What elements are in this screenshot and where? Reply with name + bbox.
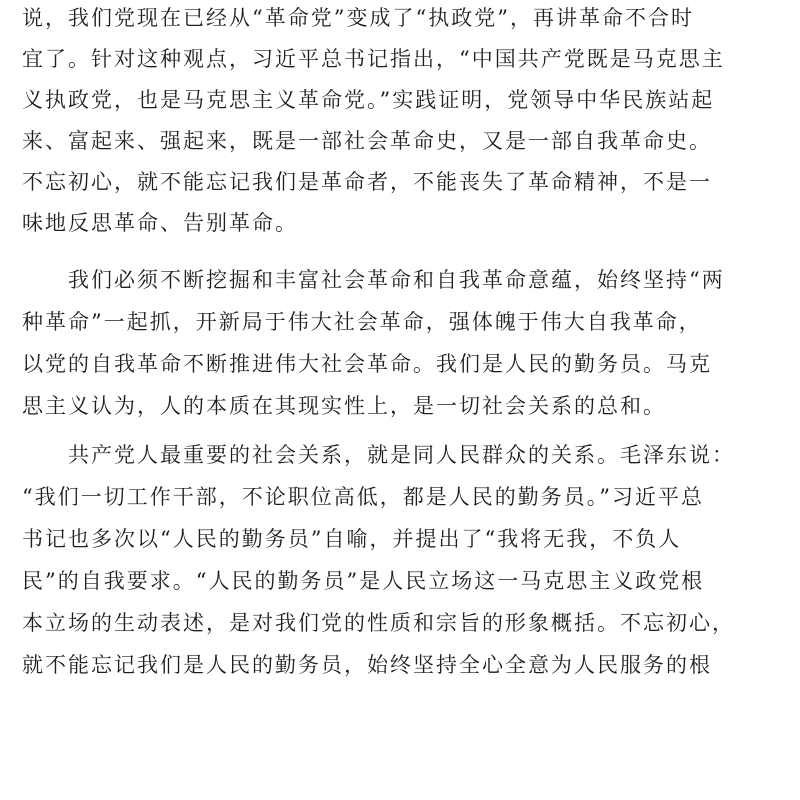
- text-line: 书记也多次以“人民的勤务员”自喻，并提出了“我将无我，不负人: [22, 527, 682, 551]
- text-line: 思主义认为，人的本质在其现实性上，是一切社会关系的总和。: [22, 394, 666, 418]
- text-line: 说，我们党现在已经从“革命党”变成了“执政党”，再讲革命不合时: [22, 6, 694, 30]
- text-line: “我们一切工作干部，不论职位高低，都是人民的勤务员。”习近平总: [22, 485, 704, 509]
- text-line: 种革命”一起抓，开新局于伟大社会革命，强体魄于伟大自我革命，: [22, 310, 702, 334]
- text-line: 本立场的生动表述，是对我们党的性质和宗旨的形象概括。不忘初心，: [22, 611, 735, 635]
- text-line: 以党的自我革命不断推进伟大社会革命。我们是人民的勤务员。马克: [22, 352, 712, 376]
- text-line: 来、富起来、强起来，既是一部社会革命史，又是一部自我革命史。: [22, 129, 712, 153]
- text-line: 共产党人最重要的社会关系，就是同人民群众的关系。毛泽东说：: [22, 443, 735, 467]
- text-line: 我们必须不断挖掘和丰富社会革命和自我革命意蕴，始终坚持“两: [22, 268, 725, 292]
- text-line: 味地反思革命、告别革命。: [22, 211, 298, 235]
- text-line: 义执政党，也是马克思主义革命党。”实践证明，党领导中华民族站起: [22, 88, 715, 112]
- text-line: 不忘初心，就不能忘记我们是革命者，不能丧失了革命精神，不是一: [22, 170, 712, 194]
- text-line: 民”的自我要求。“人民的勤务员”是人民立场这一马克思主义政党根: [22, 569, 705, 593]
- text-line: 宜了。针对这种观点，习近平总书记指出，“中国共产党既是马克思主: [22, 47, 725, 71]
- text-line: 就不能忘记我们是人民的勤务员，始终坚持全心全意为人民服务的根: [22, 653, 712, 677]
